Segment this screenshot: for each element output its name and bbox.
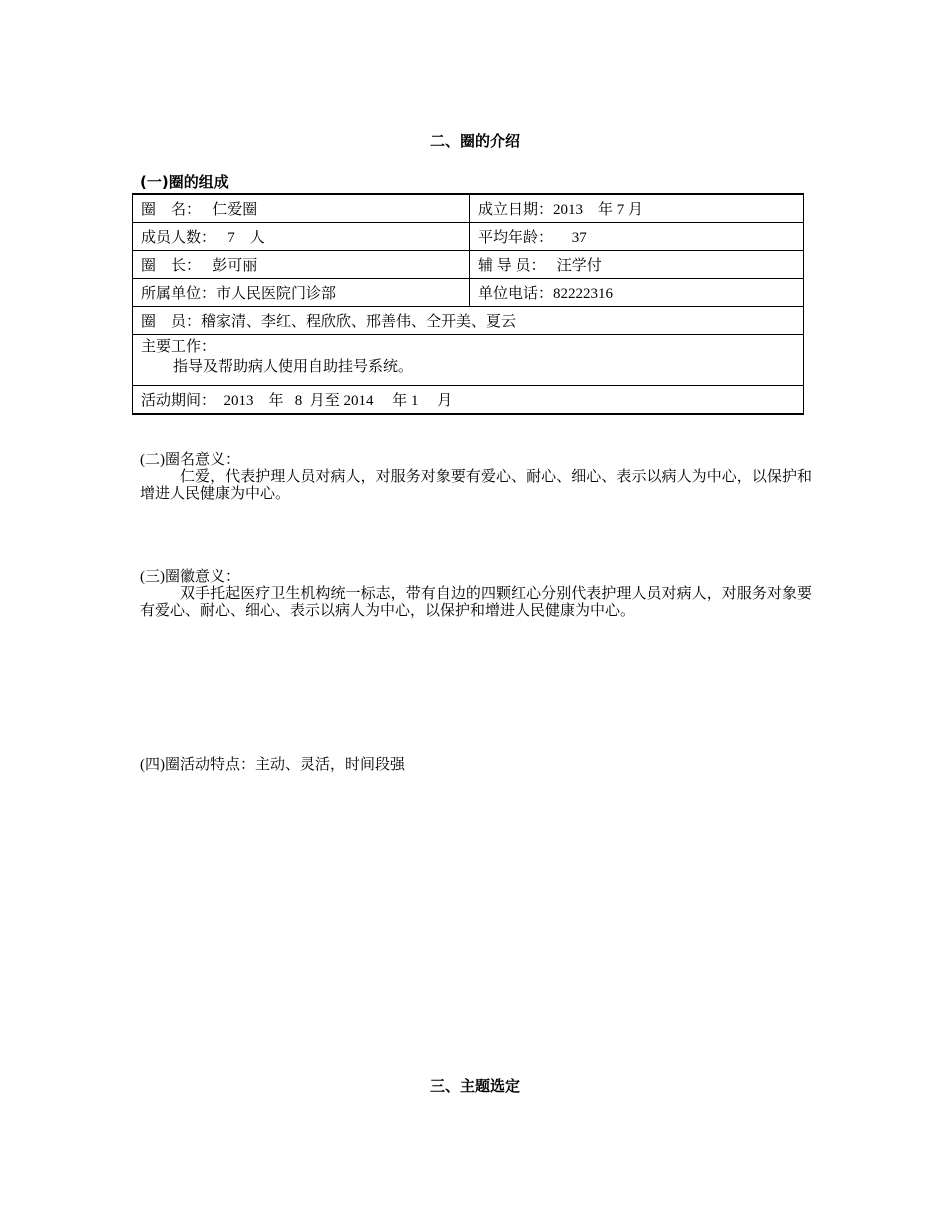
circle-name-meaning-text: 仁爱，代表护理人员对病人，对服务对象要有爱心、耐心、细心、表示以病人为中心，以保护和增进人民健康为中心。: [140, 469, 812, 502]
circle-emblem-meaning-section: [140, 569, 812, 620]
circle-name-meaning-heading: (二)圈名意义：: [140, 452, 240, 468]
activity-features-text: (四)圈活动特点：主动、灵活，时间段强: [140, 757, 405, 773]
department-cell: 所属单位：市人民医院门诊部: [133, 279, 470, 307]
average-age-cell: 平均年龄： 37: [470, 223, 804, 251]
table-row: [133, 251, 804, 279]
founding-date-cell: 成立日期：2013 年 7 月: [470, 194, 804, 223]
main-work-text: 指导及帮助病人使用自助挂号系统。: [173, 359, 414, 375]
circle-name-cell: 圈 名： 仁爱圈: [133, 194, 470, 223]
advisor-cell: 辅 导 员： 汪学付: [470, 251, 804, 279]
circle-composition-heading: (一)圈的组成: [140, 173, 229, 191]
members-cell: 圈 员：稽家清、李红、程欣欣、邢善伟、仝开美、夏云: [133, 307, 804, 335]
phone-cell: 单位电话：82222316: [470, 279, 804, 307]
circle-name-meaning-section: [140, 452, 812, 503]
table-row: [133, 335, 804, 386]
circle-info-table: [132, 193, 804, 415]
section-title-theme-selection: 三、主题选定: [429, 1077, 520, 1095]
section-title-circle-intro: 二、圈的介绍: [429, 132, 520, 150]
member-count-cell: 成员人数： 7 人: [133, 223, 470, 251]
table-row: [133, 279, 804, 307]
table-row: [133, 223, 804, 251]
circle-leader-cell: 圈 长： 彭可丽: [133, 251, 470, 279]
table-row: [133, 386, 804, 415]
main-work-cell: [133, 335, 804, 386]
main-work-label: 主要工作：: [141, 339, 217, 355]
circle-emblem-meaning-heading: (三)圈徽意义：: [140, 569, 240, 585]
activity-period-cell: 活动期间： 2013 年 8 月至 2014 年 1 月: [133, 386, 804, 415]
table-row: [133, 307, 804, 335]
table-row: [133, 194, 804, 223]
circle-emblem-meaning-text: 双手托起医疗卫生机构统一标志，带有自边的四颗红心分别代表护理人员对病人，对服务对象要有爱心、耐心、细心、表示以病人为中心，以保护和增进人民健康为中心。: [140, 586, 812, 619]
